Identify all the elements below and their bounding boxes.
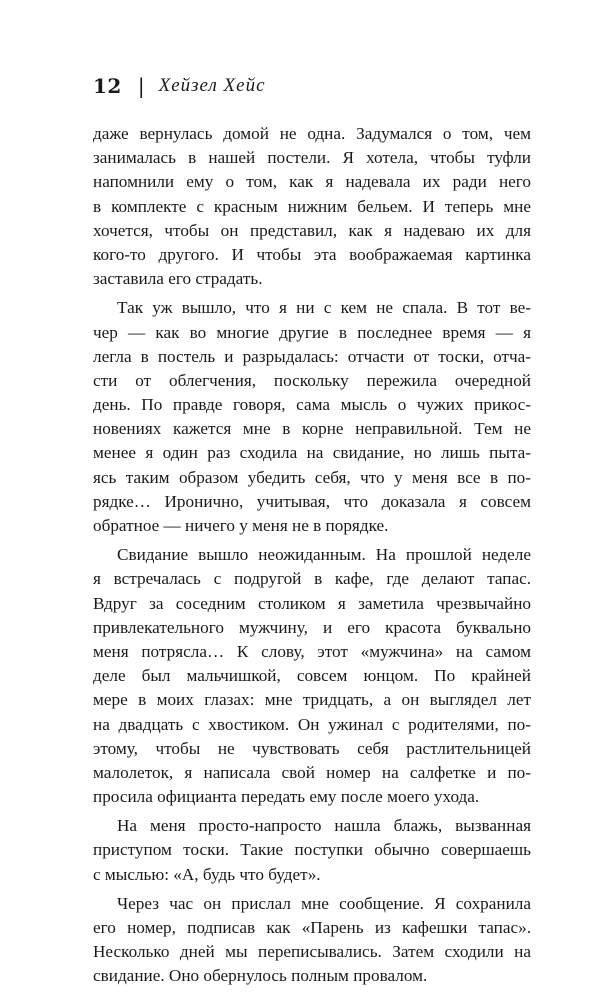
text-line: день. По правде говоря, сама мысль о чужих прикос- — [93, 395, 531, 415]
text-line: Свидание вышло неожиданным. На прошлой неделе — [117, 545, 531, 565]
running-title: Хейзел Хейс — [158, 75, 266, 96]
paragraph — [93, 814, 531, 887]
text-line: кого-то другого. И чтобы эта воображаемая картинка — [93, 244, 531, 264]
paragraph — [93, 543, 531, 809]
page-number: 12 — [93, 74, 122, 98]
text-line: мере в моих глазах: мне тридцать, а он выглядел лет — [93, 690, 531, 710]
text-line: сти от облегчения, поскольку пережила очередной — [93, 370, 531, 390]
paragraph — [93, 122, 531, 291]
body-text — [93, 122, 531, 989]
text-line: меня потрясла… К слову, этот «мужчина» на самом — [93, 641, 531, 661]
text-line: обратное — ничего у меня не в порядке. — [93, 516, 389, 535]
text-line: деле был мальчишкой, совсем юнцом. По крайней — [93, 666, 531, 686]
text-line: его номер, подписав как «Парень из кафешки тапас». — [93, 918, 531, 937]
text-line: новениях кажется мне в корне неправильной. Тем не — [93, 419, 531, 439]
text-line: заставила его страдать. — [93, 269, 263, 289]
text-line: приступом тоски. Такие поступки обычно совершаешь — [93, 840, 531, 860]
text-line: Несколько дней мы переписывались. Затем сходили на — [93, 942, 531, 962]
text-line: привлекательного мужчину, и его красота буквально — [93, 617, 531, 637]
text-line: Так уж вышло, что я ни с кем не спала. В тот ве- — [117, 298, 531, 318]
text-line: этому, чтобы не чувствовать себя растлительницей — [93, 738, 531, 758]
text-line: в комплекте с красным нижним бельем. И теперь мне — [93, 196, 531, 216]
text-line: свидание. Оно обернулось полным провалом. — [93, 966, 428, 986]
text-line: Через час он прислал мне сообщение. Я сохранила — [117, 893, 531, 913]
paragraph — [93, 296, 531, 538]
text-line: чер — как во многие другие в последнее время — я — [93, 322, 531, 342]
running-header — [93, 74, 266, 98]
text-line: даже вернулась домой не одна. Задумался о том, чем — [93, 124, 531, 143]
text-line: На меня просто-напросто нашла блажь, вызванная — [117, 816, 531, 836]
text-line: напомнили ему о том, как я надевала их ради него — [93, 172, 531, 192]
text-line: рядке… Иронично, учитывая, что доказала я совсем — [93, 491, 531, 511]
text-line: на двадцать с хвостиком. Он ужинал с родителями, по- — [93, 714, 531, 734]
text-line: занималась в нашей постели. Я хотела, чтобы туфли — [93, 148, 531, 168]
text-line: просила официанта передать ему после моего ухода. — [93, 787, 480, 807]
text-line: менее я один раз сходила на свидание, но лишь пыта- — [93, 443, 531, 463]
text-line: легла в постель и разрыдалась: отчасти от тоски, отча- — [93, 346, 531, 366]
paragraph — [93, 892, 531, 989]
text-line: хочется, чтобы он представил, как я надеваю их для — [93, 220, 531, 240]
header-separator: | — [137, 74, 145, 98]
text-line: с мыслью: «А, будь что будет». — [93, 864, 321, 884]
text-line: малолеток, я написала свой номер на салфетке и по- — [93, 762, 531, 782]
text-line: я встречалась с подругой в кафе, где делают тапас. — [93, 569, 531, 589]
text-line: ясь таким образом убедить себя, что у меня все в по- — [93, 467, 531, 487]
text-line: Вдруг за соседним столиком я заметила чрезвычайно — [93, 593, 531, 613]
